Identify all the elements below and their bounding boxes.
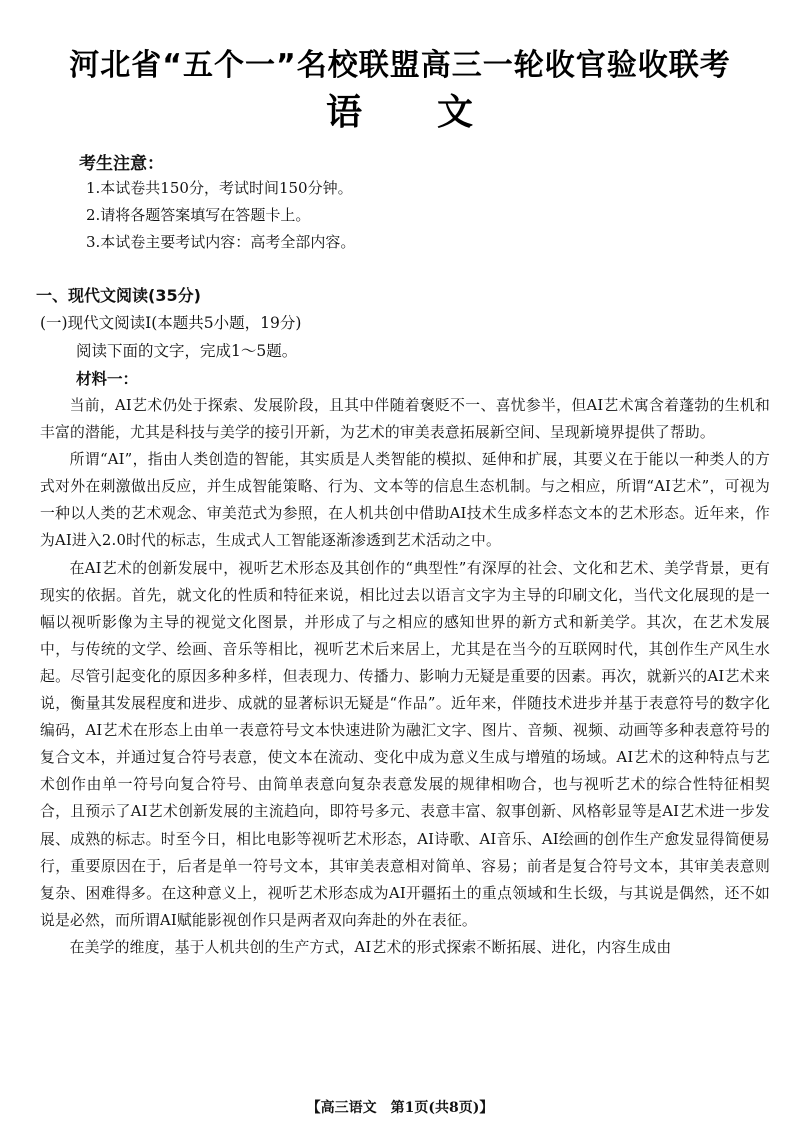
notice-item: 3.本试卷主要考试内容：高考全部内容。 — [86, 233, 356, 251]
subsection-title: (一)现代文阅读Ⅰ(本题共5小题，19分) — [40, 314, 302, 332]
reading-instruction: 阅读下面的文字，完成1～5题。 — [76, 342, 298, 360]
page-footer: 【高三语文 第1页(共8页)】 — [306, 1100, 494, 1116]
material-label: 材料一： — [76, 370, 139, 388]
notice-heading: 考生注意： — [79, 154, 164, 174]
notice-item: 2.请将各题答案填写在答题卡上。 — [86, 206, 311, 224]
passage-paragraph: 在AI艺术的创新发展中，视听艺术形态及其创作的“典型性”有深厚的社会、文化和艺术、美学背景，更有现实的依据。首先，就文化的性质和特征来说，相比过去以语言文字为主导的印刷文化，当代文化展现的是一幅以视听影像为主导的视觉文化图景，并形成了与之相应的感知世界的新方式和新美学。其次，在艺术发展中，与传统的文学、绘画、音乐等相比，视听艺术后来居上，尤其是在当今的互联网时代，其创作生产风生水起。尽管引起变化的原因多种多样，但表现力、传播力、影响力无疑是重要的因素。再次，就新兴的AI艺术来说，衡量其发展程度和进步、成就的显著标识无疑是“作品”。近年来，伴随技术进步并基于表意符号的数字化编码，AI艺术在形态上由单一表意符号文本快速进阶为融汇文字、图片、音频、视频、动画等多种表意符号的复合文本，并通过复合符号表意，使文本在流动、变化中成为意义生成与增殖的场域。AI艺术的这种特点与艺术创作由单一符号向复合符号、由简单表意向复杂表意发展的规律相吻合，也与视听艺术的综合性特征相契合，且预示了AI艺术创新发展的主流趋向，即符号多元、表意丰富、叙事创新、风格彰显等是AI艺术进一步发展、成熟的标志。时至今日，相比电影等视听艺术形态，AI诗歌、AI音乐、AI绘画的创作生产愈发显得简便易行，重要原因在于，后者是单一符号文本，其审美表意相对简单、容易；前者是复合符号文本，其审美表意则复杂、困难得多。在这种意义上，视听艺术形态成为AI开疆拓土的重点领域和生长级，与其说是偶然，还不如说是必然，而所谓AI赋能影视创作只是两者双向奔赴的外在表征。 — [40, 559, 770, 929]
exam-title: 河北省“五个一”名校联盟高三一轮收官验收联考 — [69, 48, 731, 83]
notice-item: 1.本试卷共150分，考试时间150分钟。 — [86, 179, 353, 197]
section-title: 一、现代文阅读(35分) — [36, 286, 201, 305]
passage-body — [40, 392, 770, 961]
passage-paragraph: 在美学的维度，基于人机共创的生产方式，AI艺术的形式探索不断拓展、进化，内容生成由 — [69, 938, 672, 956]
passage-paragraph: 当前，AI艺术仍处于探索、发展阶段，且其中伴随着褒贬不一、喜忧参半，但AI艺术寓含着蓬勃的生机和丰富的潜能，尤其是科技与美学的接引开新，为艺术的审美表意拓展新空间、呈现新境界提供了帮助。 — [40, 397, 770, 442]
subject-title: 语 文 — [325, 92, 474, 133]
passage-paragraph: 所谓“AI”，指由人类创造的智能，其实质是人类智能的模拟、延伸和扩展，其要义在于能以一种类人的方式对外在刺激做出反应，并生成智能策略、行为、文本等的信息生态机制。与之相应，所谓“AI艺术”，可视为一种以人类的艺术观念、审美范式为参照，在人机共创中借助AI技术生成多样态文本的艺术形态。近年来，作为AI进入2.0时代的标志，生成式人工智能逐渐渗透到艺术活动之中。 — [40, 451, 770, 550]
